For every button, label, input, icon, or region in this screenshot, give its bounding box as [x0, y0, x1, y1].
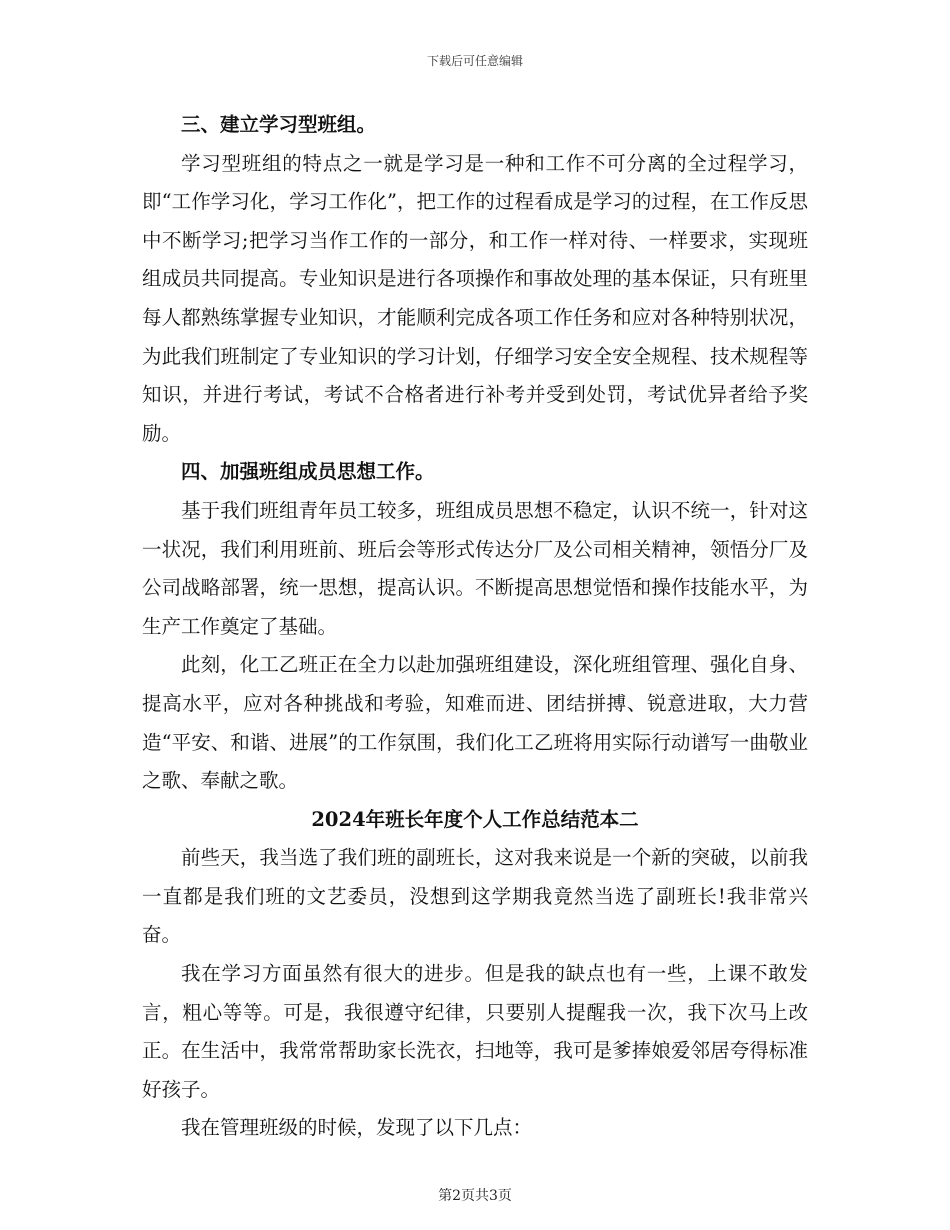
paragraph: 我在学习方面虽然有很大的进步。但是我的缺点也有一些，上课不敢发言，粗心等等。可是，我很遵守纪律，只要别人提醒我一次，我下次马上改正。在生活中，我常常帮助家长洗衣，扫地等，我可是爹捧娘爱邻居夸得标准好孩子。: [142, 962, 808, 1101]
paragraph: 我在管理班级的时候，发现了以下几点：: [181, 1116, 533, 1140]
paragraph: 此刻，化工乙班正在全力以赴加强班组建设，深化班组管理、强化自身、提高水平，应对各种挑战和考验，知难而进、团结拼搏、锐意进取，大力营造“平安、和谐、进展”的工作氛围，我们化工乙班将用实际行动谱写一曲敬业之歌、奉献之歌。: [142, 653, 808, 793]
paragraph: 基于我们班组青年员工较多，班组成员思想不稳定，认识不统一，针对这一状况，我们利用班前、班后会等形式传达分厂及公司相关精神，领悟分厂及公司战略部署，统一思想，提高认识。不断提高思想觉悟和操作技能水平，为生产工作奠定了基础。: [142, 498, 808, 638]
paragraph: 前些天，我当选了我们班的副班长，这对我来说是一个新的突破，以前我一直都是我们班的文艺委员，没想到这学期我竟然当选了副班长!我非常兴奋。: [142, 846, 808, 947]
paragraph: 学习型班组的特点之一就是学习是一种和工作不可分离的全过程学习，即“工作学习化，学习工作化”，把工作的过程看成是学习的过程，在工作反思中不断学习;把学习当作工作的一部分，和工作一样对待、一样要求，实现班组成员共同提高。专业知识是进行各项操作和事故处理的基本保证，只有班里每人都熟练掌握专业知识，才能顺利完成各项工作任务和应对各种特别状况，为此我们班制定了专业知识的学习计划，仔细学习安全安全规程、技术规程等知识，并进行考试，考试不合格者进行补考并受到处罚，考试优异者给予奖励。: [142, 151, 808, 445]
page-header: 下载后可任意编辑: [426, 54, 523, 68]
section-heading: 四、加强班组成员思想工作。: [181, 460, 435, 484]
section-heading: 三、建立学习型班组。: [181, 113, 377, 136]
document-title: 2024年班长年度个人工作总结范本二: [311, 807, 639, 831]
document-body: [142, 106, 808, 1148]
page-footer: 第2页共3页: [438, 1188, 512, 1204]
